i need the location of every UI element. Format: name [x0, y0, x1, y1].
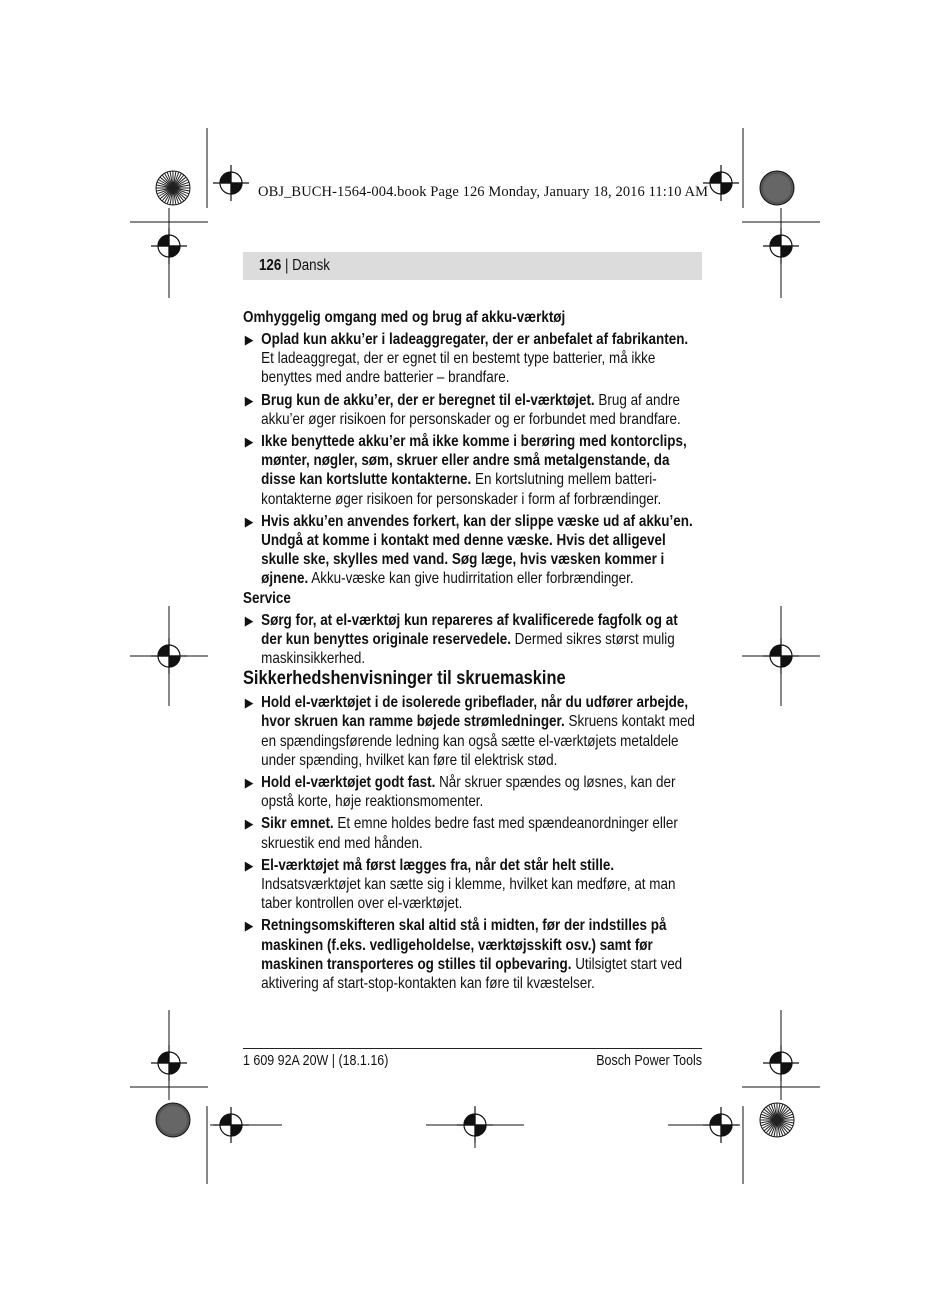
gray-disc-icon — [760, 171, 794, 205]
bullet-arrow-icon: ▶ — [244, 816, 254, 832]
item-bold: Brug kun de akku’er, der er beregnet til el-værktøjet. — [261, 391, 595, 409]
footer-rule — [243, 1048, 702, 1049]
bullet-arrow-icon: ▶ — [244, 918, 254, 934]
item-bold: Sikr emnet. — [261, 815, 334, 833]
section-heading-screwdriver: Sikkerhedshenvisninger til skruemaskine — [243, 668, 566, 690]
screwdriver-list — [243, 693, 702, 993]
gray-disc-icon — [156, 1103, 190, 1137]
item-text: Akku-væske kan give hudirritation eller forbrændinger. — [308, 570, 634, 588]
crosshair-target-icon — [213, 1107, 249, 1143]
header-language: Dansk — [292, 257, 330, 274]
item-bold: Hvis akku’en anvendes forkert, kan der slippe væske ud af akku’en. Undgå at komme i kontakt med denne væske. Hvis det alligevel skulle ske, skylles med vand. Søg læge, hvis væsken kommer i øjnene. — [261, 512, 693, 588]
service-list — [243, 611, 702, 669]
item-bold: Hold el-værktøjet i de isolerede gribeflader, når du udfører arbejde, hvor skruen kan ramme bøjede strømledninger. — [261, 694, 689, 731]
list-item — [243, 773, 702, 811]
crosshair-target-icon — [703, 165, 739, 201]
list-item — [243, 611, 702, 669]
list-item — [243, 512, 702, 589]
bullet-arrow-icon: ▶ — [244, 332, 254, 347]
bullet-arrow-icon: ▶ — [244, 857, 254, 873]
item-text: Utilsigtet start ved aktivering af start-stop-kontakten kan føre til kvæstelser. — [261, 955, 683, 993]
footer-brand: Bosch Power Tools — [596, 1053, 702, 1069]
item-text: Brug af andre akku’er øger risikoen for personskader og er forbundet med brandfare. — [261, 391, 681, 428]
sunburst-disc-icon — [156, 171, 190, 205]
item-bold: Retningsomskifteren skal altid stå i midten, før der indstilles på maskinen (f.eks. vedligeholdelse, værktøjsskift osv.) samt før maskinen transporteres og stilles til opbevaring. — [261, 917, 667, 973]
crosshair-target-icon — [763, 638, 799, 674]
item-text: Når skruer spændes og løsnes, kan der opstå korte, høje reaktionsmomenter. — [261, 774, 676, 811]
list-item — [243, 814, 702, 852]
bullet-arrow-icon: ▶ — [244, 513, 254, 529]
item-bold: Oplad kun akku’er i ladeaggregater, der er anbefalet af fabrikanten. — [261, 331, 689, 348]
item-text: Dermed sikres størst mulig maskinsikkerhed. — [261, 630, 675, 668]
list-item — [243, 856, 702, 914]
header-separator: | — [281, 257, 293, 274]
battery-list — [243, 330, 702, 589]
crosshair-target-icon — [763, 1045, 799, 1081]
item-bold: El-værktøjet må først lægges fra, når det står helt stille. — [261, 856, 615, 874]
footer-doc-number: 1 609 92A 20W | (18.1.16) — [243, 1053, 389, 1069]
list-item — [243, 391, 702, 429]
page-content — [243, 308, 702, 993]
bullet-arrow-icon: ▶ — [244, 612, 254, 628]
list-item — [243, 916, 702, 993]
crosshair-target-icon — [213, 165, 249, 201]
list-item — [243, 432, 702, 509]
crosshair-target-icon — [151, 638, 187, 674]
item-text: Indsatsværktøjet kan sætte sig i klemme, hvilket kan medføre, at man taber kontrollen over el-værktøjet. — [261, 876, 676, 913]
page-header — [259, 257, 330, 275]
crosshair-target-icon — [151, 1045, 187, 1081]
bullet-arrow-icon: ▶ — [244, 434, 254, 450]
item-bold: Hold el-værktøjet godt fast. — [261, 774, 436, 792]
item-text: Et ladeaggregat, der er egnet til en bestemt type batterier, må ikke benyttes med andre batterier – brandfare. — [261, 350, 656, 387]
item-text: En kortslutning mellem batteri-kontakterne øger risikoen for personskader i form af forbrændinger. — [261, 471, 662, 508]
crosshair-target-icon — [703, 1107, 739, 1143]
item-bold: Sørg for, at el-værktøj kun repareres af kvalificerede fagfolk og at der kun benyttes originale reservedele. — [261, 611, 678, 648]
sunburst-disc-icon — [760, 1103, 794, 1137]
print-slug: OBJ_BUCH-1564-004.book Page 126 Monday, January 18, 2016 11:10 AM — [258, 184, 709, 200]
crosshair-target-icon — [151, 228, 187, 264]
bullet-arrow-icon: ▶ — [244, 775, 254, 791]
section-heading-service: Service — [243, 589, 291, 607]
item-text: Et emne holdes bedre fast med spændeanordninger eller skruestik end med hånden. — [261, 815, 678, 852]
crosshair-target-icon — [763, 228, 799, 264]
bullet-arrow-icon: ▶ — [244, 695, 254, 711]
section-heading-battery: Omhyggelig omgang med og brug af akku-værktøj — [243, 309, 566, 326]
page-number: 126 — [259, 257, 282, 274]
item-bold: Ikke benyttede akku’er må ikke komme i berøring med kontorclips, mønter, nøgler, søm, skruer eller andre små metalgenstande, da disse kan kortslutte kontakterne. — [261, 433, 687, 489]
bullet-arrow-icon: ▶ — [244, 392, 254, 408]
list-item — [243, 330, 702, 388]
item-text: Skruens kontakt med en spændingsførende ledning kan også sætte el-værktøjets metaldele under spænding, hvilket kan føre til elektrisk stød. — [261, 713, 695, 769]
list-item — [243, 693, 702, 770]
crosshair-target-icon — [457, 1107, 493, 1143]
